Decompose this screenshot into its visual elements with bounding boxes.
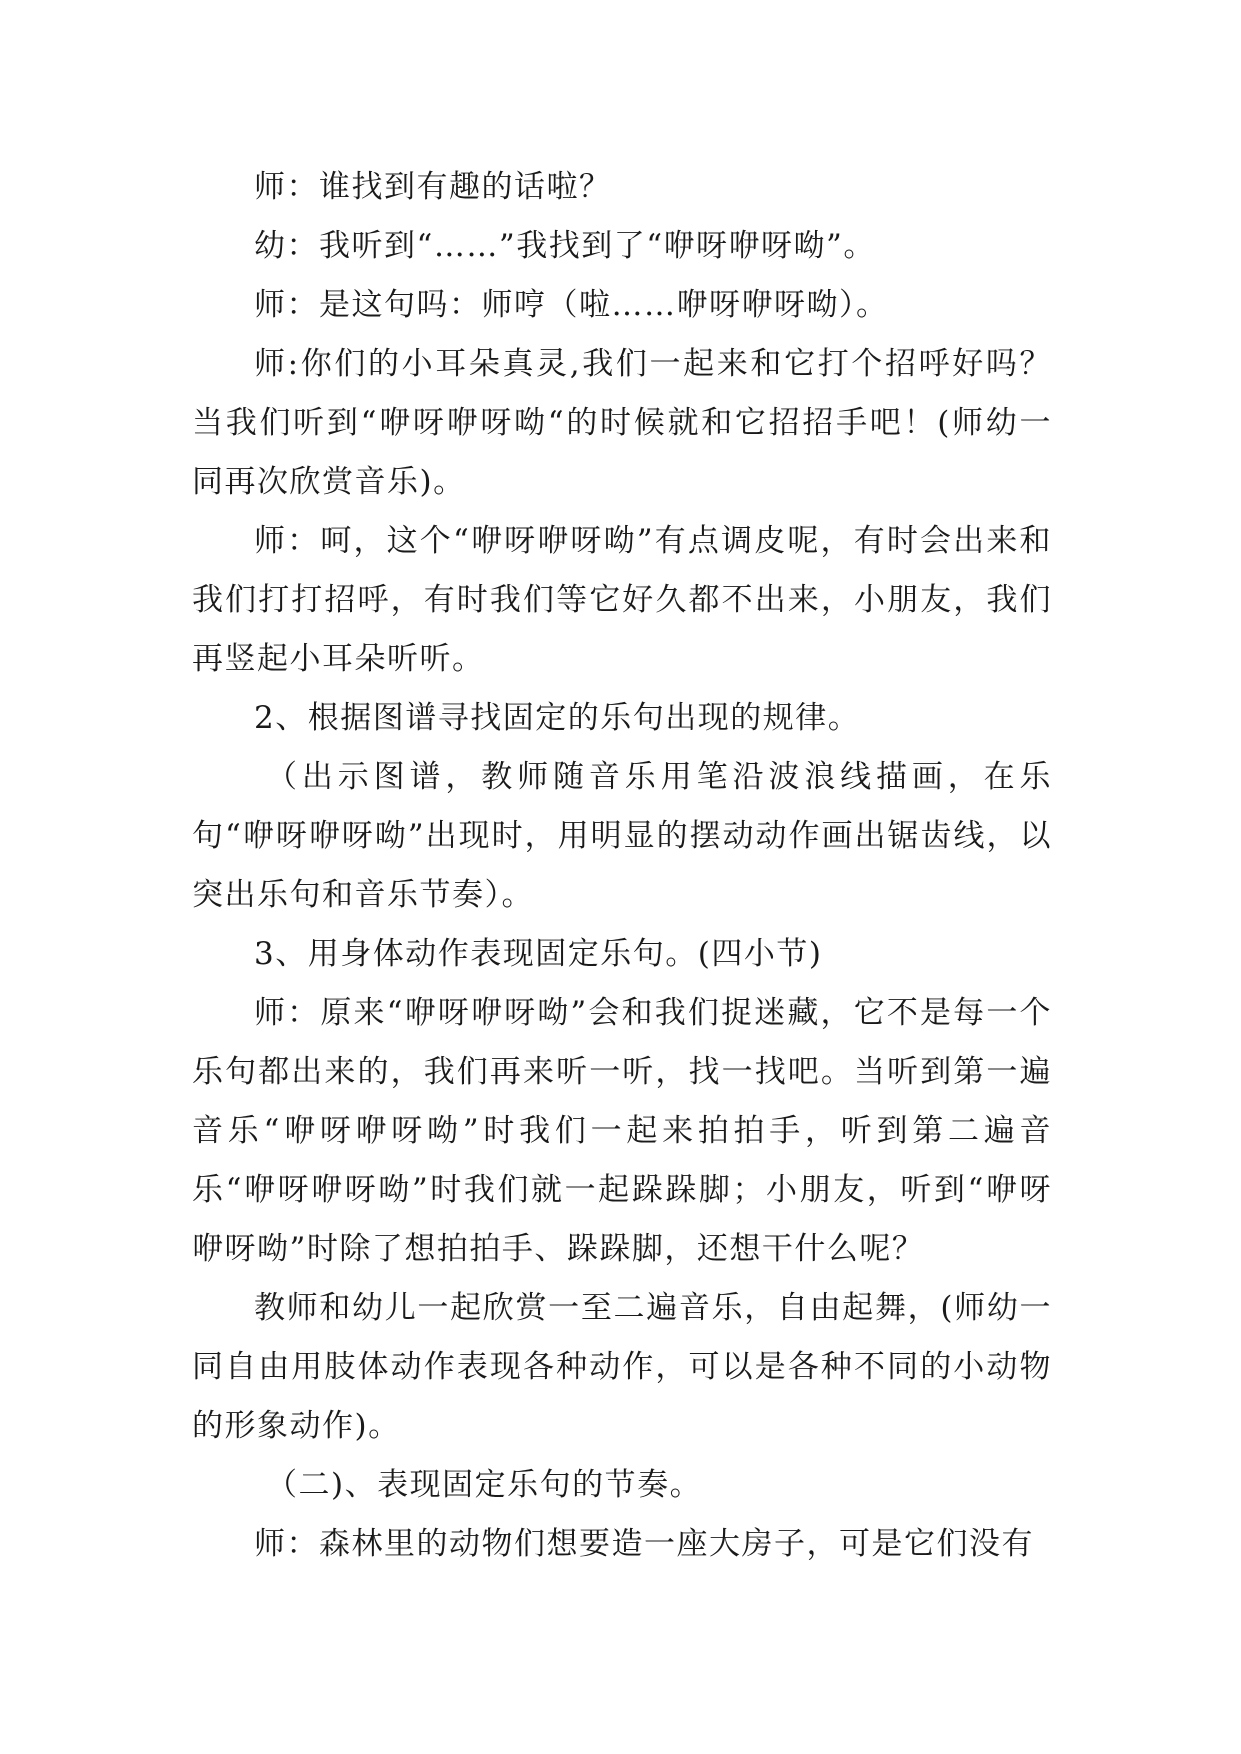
section-heading-3: 3、用身体动作表现固定乐句。(四小节) [254,936,823,972]
paragraph-child-answer: 幼：我听到“……”我找到了“咿呀咿呀呦”。 [254,228,876,264]
section-heading-part-2: （二)、表现固定乐句的节奏。 [266,1467,703,1503]
paragraph-teacher-forest: 师：森林里的动物们想要造一座大房子，可是它们没有 [254,1526,1034,1562]
section-heading-2: 2、根据图谱寻找固定的乐句出现的规律。 [254,700,861,736]
document-body [192,158,1052,1574]
paragraph-show-chart: （出示图谱，教师随音乐用笔沿波浪线描画，在乐句“咿呀咿呀呦”出现时，用明显的摆动动作画出锯齿线，以突出乐句和音乐节奏）。 [192,759,1052,913]
paragraph-free-dance: 教师和幼儿一起欣赏一至二遍音乐，自由起舞，(师幼一同自由用肢体动作表现各种动作，可以是各种不同的小动物的形象动作)。 [192,1290,1052,1444]
paragraph-teacher-question: 师：谁找到有趣的话啦？ [254,169,612,205]
paragraph-teacher-naughty: 师：呵，这个“咿呀咿呀呦”有点调皮呢，有时会出来和我们打打招呼，有时我们等它好久都不出来，小朋友，我们再竖起小耳朵听听。 [192,523,1052,677]
paragraph-teacher-greeting: 师:你们的小耳朵真灵,我们一起来和它打个招呼好吗？当我们听到“咿呀咿呀呦“的时候就和它招招手吧！(师幼一同再次欣赏音乐)。 [192,346,1052,500]
paragraph-teacher-hide-seek: 师：原来“咿呀咿呀呦”会和我们捉迷藏，它不是每一个乐句都出来的，我们再来听一听，找一找吧。当听到第一遍音乐“咿呀咿呀呦”时我们一起来拍拍手，听到第二遍音乐“咿呀咿呀呦”时我们就一起跺跺脚；小朋友，听到“咿呀咿呀呦”时除了想拍拍手、跺跺脚，还想干什么呢？ [192,995,1052,1267]
paragraph-teacher-hum: 师：是这句吗：师哼（啦……咿呀咿呀呦）。 [254,287,889,323]
